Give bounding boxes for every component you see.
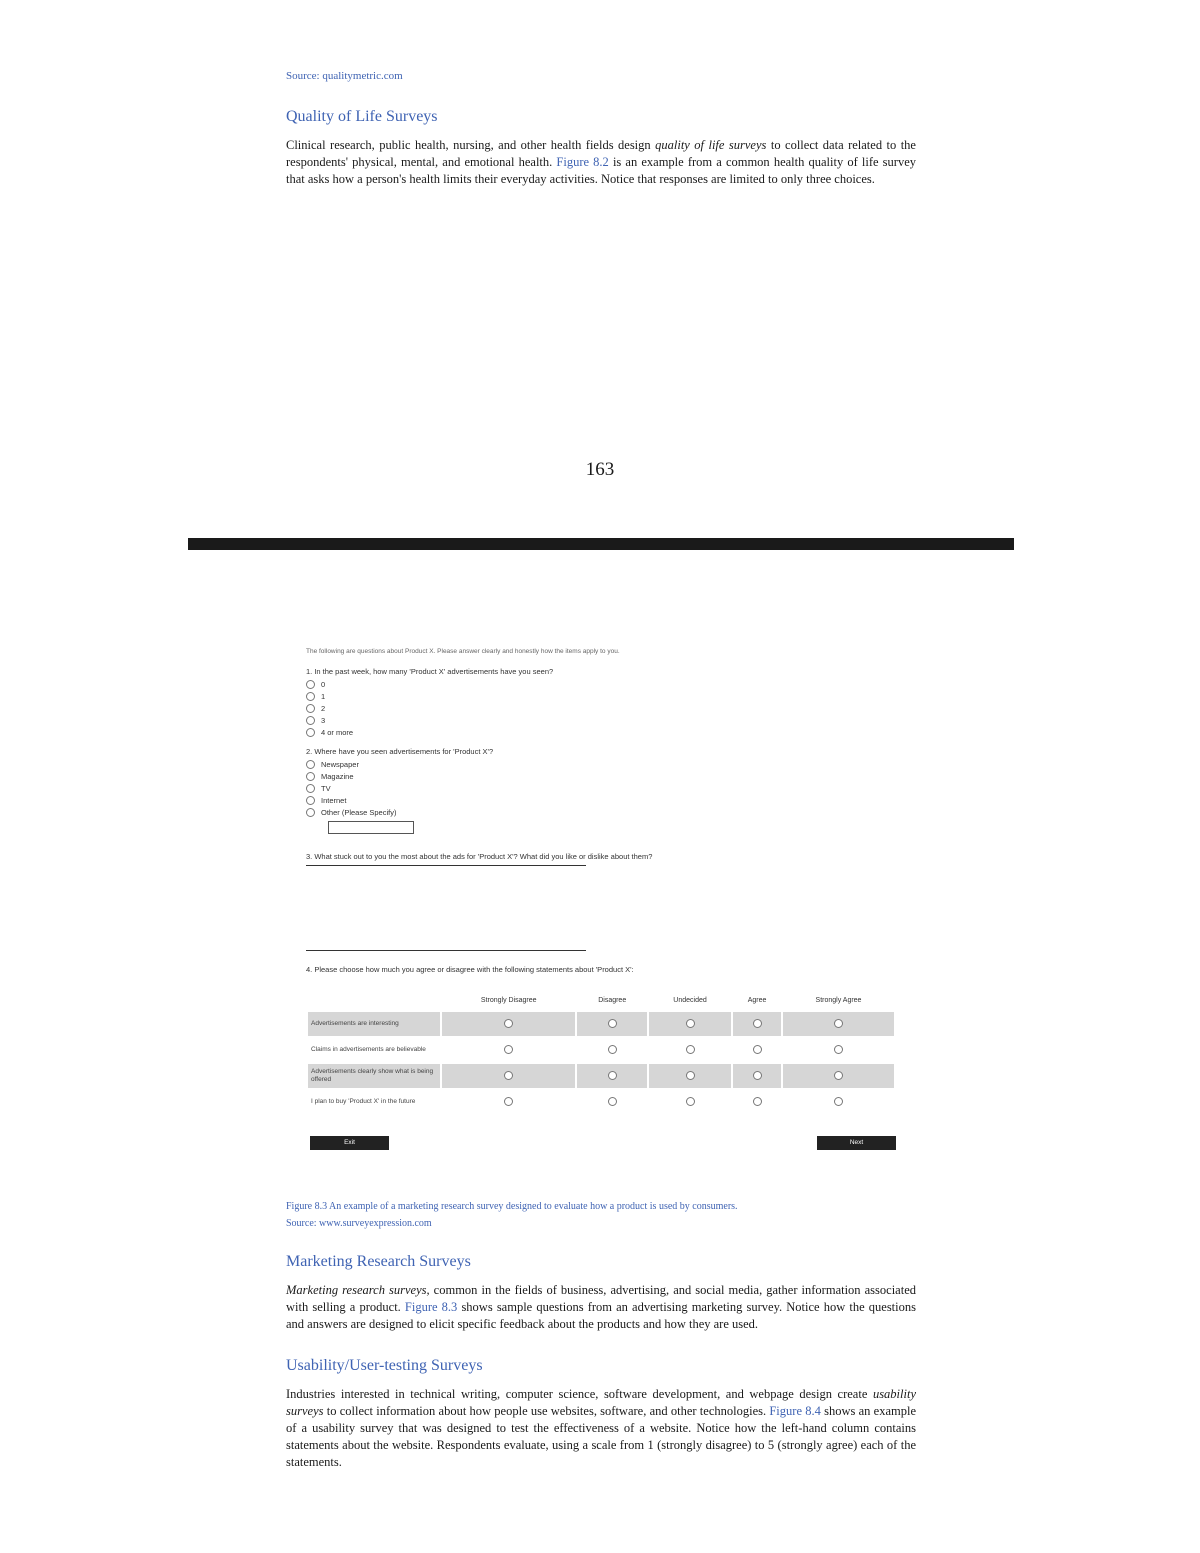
paragraph-marketing-research: [286, 1282, 916, 1333]
radio-icon[interactable]: [306, 716, 315, 725]
spacer: [306, 834, 896, 852]
cell: [577, 1064, 647, 1088]
question-2: 2. Where have you seen advertisements for 'Product X'?: [306, 747, 494, 756]
radio-icon[interactable]: [608, 1019, 617, 1028]
text: to collect information about how people use websites, software, and other technologies.: [323, 1404, 770, 1418]
heading-marketing-research: Marketing Research Surveys: [286, 1253, 471, 1270]
cell: [649, 1090, 731, 1114]
heading-quality-of-life: Quality of Life Surveys: [286, 108, 438, 125]
radio-icon[interactable]: [686, 1097, 695, 1106]
radio-icon[interactable]: [306, 728, 315, 737]
radio-icon[interactable]: [504, 1071, 513, 1080]
paragraph-quality-of-life: [286, 137, 916, 188]
column-header: Strongly Disagree: [480, 996, 537, 1004]
radio-icon[interactable]: [608, 1045, 617, 1054]
option-label: 1: [321, 691, 326, 701]
other-specify-input[interactable]: [328, 821, 414, 834]
question-1-options: [306, 678, 896, 738]
cell: [783, 1090, 894, 1114]
option-label: Newspaper: [321, 759, 359, 769]
option[interactable]: [306, 690, 896, 702]
question-2-options: [306, 758, 896, 834]
matrix-corner: [308, 990, 440, 1010]
cell: [649, 1012, 731, 1036]
survey-intro: The following are questions about Product X. Please answer clearly and honestly how the items apply to you.: [306, 648, 620, 655]
term-usability-surveys: usability surveys: [286, 1387, 916, 1418]
radio-icon[interactable]: [608, 1097, 617, 1106]
column-header: Disagree: [598, 996, 627, 1004]
cell: [577, 1012, 647, 1036]
cell: [733, 1090, 781, 1114]
term-marketing-research: Marketing research surveys,: [286, 1283, 430, 1297]
radio-icon[interactable]: [306, 808, 315, 817]
text: is an example from a common health quality of life survey that asks how a person's health limits their everyday activities. Notice that responses are limited to only three choices.: [286, 155, 917, 186]
paragraph-usability: [286, 1386, 916, 1471]
option[interactable]: [306, 782, 896, 794]
source-qualitymetric: Source: qualitymetric.com: [286, 70, 403, 82]
term-quality-of-life: quality of life surveys: [655, 138, 767, 152]
caption-source: Source: www.surveyexpression.com: [286, 1218, 432, 1229]
radio-icon[interactable]: [686, 1019, 695, 1028]
survey-nav: [306, 1136, 896, 1150]
option[interactable]: [306, 714, 896, 726]
radio-icon[interactable]: [686, 1071, 695, 1080]
question-3-textarea[interactable]: [306, 865, 586, 951]
radio-icon[interactable]: [504, 1045, 513, 1054]
row-label: Advertisements clearly show what is being offered: [308, 1064, 440, 1088]
question-4: 4. Please choose how much you agree or disagree with the following statements about 'Product X':: [306, 965, 634, 974]
cell: [783, 1038, 894, 1062]
radio-icon[interactable]: [306, 692, 315, 701]
text: shows sample questions from an advertising marketing survey. Notice how the questions and answers are designed to elicit specific feedback about the products and how they are used.: [286, 1300, 916, 1331]
figure-caption: [286, 1198, 916, 1232]
cell: [649, 1064, 731, 1088]
radio-icon[interactable]: [834, 1097, 843, 1106]
radio-icon[interactable]: [834, 1071, 843, 1080]
option[interactable]: [306, 770, 896, 782]
cell: [733, 1012, 781, 1036]
page-bottom: [286, 1253, 916, 1471]
option[interactable]: [306, 794, 896, 806]
radio-icon[interactable]: [753, 1019, 762, 1028]
table-row: [308, 1064, 894, 1088]
page-number: 163: [585, 459, 615, 480]
cell: [577, 1038, 647, 1062]
cell: [442, 1038, 575, 1062]
spacer: [306, 951, 896, 965]
radio-icon[interactable]: [306, 772, 315, 781]
radio-icon[interactable]: [753, 1071, 762, 1080]
question-3: 3. What stuck out to you the most about the ads for 'Product X'? What did you like or dislike about them?: [306, 852, 653, 861]
radio-icon[interactable]: [306, 784, 315, 793]
option-label: Other (Please Specify): [321, 807, 397, 817]
matrix-header: [308, 990, 894, 1010]
radio-icon[interactable]: [504, 1097, 513, 1106]
cell: [733, 1064, 781, 1088]
caption-text: Figure 8.3 An example of a marketing research survey designed to evaluate how a product is used by consumers.: [286, 1201, 738, 1212]
survey-figure: [306, 648, 896, 1150]
option[interactable]: [306, 726, 896, 738]
option-label: 2: [321, 703, 326, 713]
radio-icon[interactable]: [306, 704, 315, 713]
table-row: [308, 1038, 894, 1062]
option-label: TV: [321, 783, 331, 793]
cell: [783, 1012, 894, 1036]
link-figure-8-2[interactable]: Figure 8.2: [556, 155, 609, 169]
column-header: Strongly Agree: [815, 996, 862, 1004]
table-row: [308, 1090, 894, 1114]
text: common in the fields of business, advertising, and social media, gather information associated with selling a product.: [286, 1283, 916, 1314]
page-break-bar: [188, 538, 1014, 550]
cell: [442, 1064, 575, 1088]
option[interactable]: [306, 678, 896, 690]
option[interactable]: [306, 758, 896, 770]
cell: [577, 1090, 647, 1114]
cell: [783, 1064, 894, 1088]
option-label: Magazine: [321, 771, 354, 781]
option[interactable]: [306, 702, 896, 714]
option[interactable]: [306, 806, 896, 818]
heading-usability: Usability/User-testing Surveys: [286, 1357, 483, 1374]
option-label: Internet: [321, 795, 347, 805]
link-figure-8-3[interactable]: Figure 8.3: [404, 1300, 458, 1314]
radio-icon[interactable]: [834, 1019, 843, 1028]
radio-icon[interactable]: [753, 1045, 762, 1054]
text: shows an example of a usability survey that was designed to test the effectiveness of a website. Notice how the left-hand column contains statements about the website. Respondents evaluate, using a scale from 1 (strongly disagree) to 5 (strongly agree) each of the statements.: [286, 1404, 916, 1469]
radio-icon[interactable]: [834, 1045, 843, 1054]
page-top: [286, 70, 916, 188]
option-label: 4 or more: [321, 727, 354, 737]
spacer: [306, 738, 896, 747]
text: Industries interested in technical writing, computer science, software development, and webpage design create: [286, 1387, 873, 1401]
agreement-matrix: [306, 988, 896, 1116]
radio-icon[interactable]: [686, 1045, 695, 1054]
radio-icon[interactable]: [306, 796, 315, 805]
radio-icon[interactable]: [504, 1019, 513, 1028]
next-button[interactable]: Next: [817, 1136, 896, 1150]
cell: [442, 1012, 575, 1036]
row-label: Claims in advertisements are believable: [311, 1046, 426, 1053]
option-label: 0: [321, 679, 326, 689]
column-header: Undecided: [673, 996, 707, 1004]
radio-icon[interactable]: [306, 680, 315, 689]
table-row: [308, 1012, 894, 1036]
link-figure-8-4[interactable]: Figure 8.4: [769, 1404, 821, 1418]
radio-icon[interactable]: [608, 1071, 617, 1080]
cell: [733, 1038, 781, 1062]
radio-icon[interactable]: [753, 1097, 762, 1106]
column-header: Agree: [747, 996, 767, 1004]
row-label: Advertisements are interesting: [308, 1012, 440, 1036]
cell: [649, 1038, 731, 1062]
option-label: 3: [321, 715, 326, 725]
cell: [442, 1090, 575, 1114]
text: Clinical research, public health, nursing, and other health fields design: [286, 138, 656, 152]
row-label: I plan to buy 'Product X' in the future: [311, 1098, 416, 1105]
exit-button[interactable]: Exit: [310, 1136, 389, 1150]
question-1: 1. In the past week, how many 'Product X' advertisements have you seen?: [306, 667, 554, 676]
radio-icon[interactable]: [306, 760, 315, 769]
text: to collect data related to the respondents' physical, mental, and emotional health.: [286, 138, 916, 169]
